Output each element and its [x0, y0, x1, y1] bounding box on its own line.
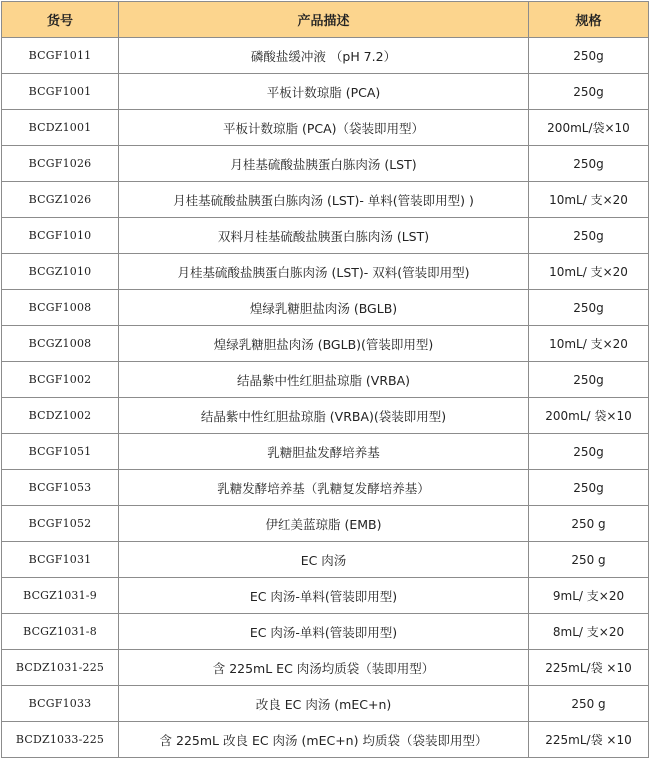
cell-spec: 10mL/ 支×20: [529, 182, 649, 218]
cell-spec: 10mL/ 支×20: [529, 254, 649, 290]
cell-code: BCGF1011: [2, 38, 119, 74]
cell-spec: 250g: [529, 434, 649, 470]
cell-description: EC 肉汤-单料(管装即用型): [119, 578, 529, 614]
cell-spec: 250 g: [529, 542, 649, 578]
cell-description: 平板计数琼脂 (PCA): [119, 74, 529, 110]
table-row: [2, 254, 649, 290]
cell-code: BCGZ1026: [2, 182, 119, 218]
table-row: [2, 542, 649, 578]
cell-code: BCGF1008: [2, 290, 119, 326]
header-row: [2, 2, 649, 38]
cell-code: BCGF1033: [2, 686, 119, 722]
cell-description: EC 肉汤-单料(管装即用型): [119, 614, 529, 650]
cell-description: 乳糖胆盐发酵培养基: [119, 434, 529, 470]
cell-spec: 250 g: [529, 686, 649, 722]
cell-code: BCGF1053: [2, 470, 119, 506]
cell-description: 月桂基硫酸盐胰蛋白胨肉汤 (LST)- 单料(管装即用型) ): [119, 182, 529, 218]
cell-code: BCGF1002: [2, 362, 119, 398]
cell-code: BCGZ1010: [2, 254, 119, 290]
cell-description: 改良 EC 肉汤 (mEC+n): [119, 686, 529, 722]
table-row: [2, 362, 649, 398]
cell-spec: 200mL/袋×10: [529, 110, 649, 146]
table-row: [2, 74, 649, 110]
header-description: 产品描述: [119, 2, 529, 38]
table-row: [2, 722, 649, 758]
table-row: [2, 650, 649, 686]
table-row: [2, 470, 649, 506]
cell-description: 双料月桂基硫酸盐胰蛋白胨肉汤 (LST): [119, 218, 529, 254]
cell-spec: 200mL/ 袋×10: [529, 398, 649, 434]
table-row: [2, 218, 649, 254]
product-table: [1, 1, 649, 758]
cell-spec: 225mL/袋 ×10: [529, 722, 649, 758]
cell-spec: 250g: [529, 38, 649, 74]
table-row: [2, 182, 649, 218]
cell-code: BCGF1031: [2, 542, 119, 578]
table-row: [2, 110, 649, 146]
cell-description: 含 225mL EC 肉汤均质袋（装即用型）: [119, 650, 529, 686]
cell-code: BCDZ1033-225: [2, 722, 119, 758]
cell-spec: 250g: [529, 470, 649, 506]
cell-code: BCGF1052: [2, 506, 119, 542]
cell-spec: 250g: [529, 74, 649, 110]
table-row: [2, 398, 649, 434]
cell-code: BCGZ1008: [2, 326, 119, 362]
cell-description: 结晶紫中性红胆盐琼脂 (VRBA): [119, 362, 529, 398]
cell-description: 煌绿乳糖胆盐肉汤 (BGLB): [119, 290, 529, 326]
cell-code: BCGZ1031-9: [2, 578, 119, 614]
table-row: [2, 434, 649, 470]
cell-description: 含 225mL 改良 EC 肉汤 (mEC+n) 均质袋（袋装即用型）: [119, 722, 529, 758]
cell-code: BCGZ1031-8: [2, 614, 119, 650]
cell-spec: 10mL/ 支×20: [529, 326, 649, 362]
cell-code: BCDZ1001: [2, 110, 119, 146]
cell-spec: 8mL/ 支×20: [529, 614, 649, 650]
cell-description: 伊红美蓝琼脂 (EMB): [119, 506, 529, 542]
cell-code: BCGF1026: [2, 146, 119, 182]
cell-description: 月桂基硫酸盐胰蛋白胨肉汤 (LST)- 双料(管装即用型): [119, 254, 529, 290]
table-row: [2, 686, 649, 722]
table-row: [2, 506, 649, 542]
cell-spec: 250g: [529, 218, 649, 254]
cell-code: BCGF1010: [2, 218, 119, 254]
cell-spec: 225mL/袋 ×10: [529, 650, 649, 686]
table-row: [2, 578, 649, 614]
cell-description: 月桂基硫酸盐胰蛋白胨肉汤 (LST): [119, 146, 529, 182]
table-row: [2, 146, 649, 182]
cell-code: BCDZ1031-225: [2, 650, 119, 686]
table-row: [2, 290, 649, 326]
cell-description: 煌绿乳糖胆盐肉汤 (BGLB)(管装即用型): [119, 326, 529, 362]
cell-description: 结晶紫中性红胆盐琼脂 (VRBA)(袋装即用型): [119, 398, 529, 434]
cell-spec: 250g: [529, 290, 649, 326]
cell-spec: 9mL/ 支×20: [529, 578, 649, 614]
cell-code: BCGF1001: [2, 74, 119, 110]
cell-description: 平板计数琼脂 (PCA)（袋装即用型）: [119, 110, 529, 146]
table-row: [2, 38, 649, 74]
cell-spec: 250g: [529, 362, 649, 398]
table-row: [2, 614, 649, 650]
cell-spec: 250g: [529, 146, 649, 182]
cell-code: BCDZ1002: [2, 398, 119, 434]
cell-description: 磷酸盐缓冲液 （pH 7.2）: [119, 38, 529, 74]
cell-description: 乳糖发酵培养基（乳糖复发酵培养基）: [119, 470, 529, 506]
table-body: [2, 38, 649, 758]
cell-spec: 250 g: [529, 506, 649, 542]
table-row: [2, 326, 649, 362]
header-spec: 规格: [529, 2, 649, 38]
cell-description: EC 肉汤: [119, 542, 529, 578]
cell-code: BCGF1051: [2, 434, 119, 470]
header-code: 货号: [2, 2, 119, 38]
